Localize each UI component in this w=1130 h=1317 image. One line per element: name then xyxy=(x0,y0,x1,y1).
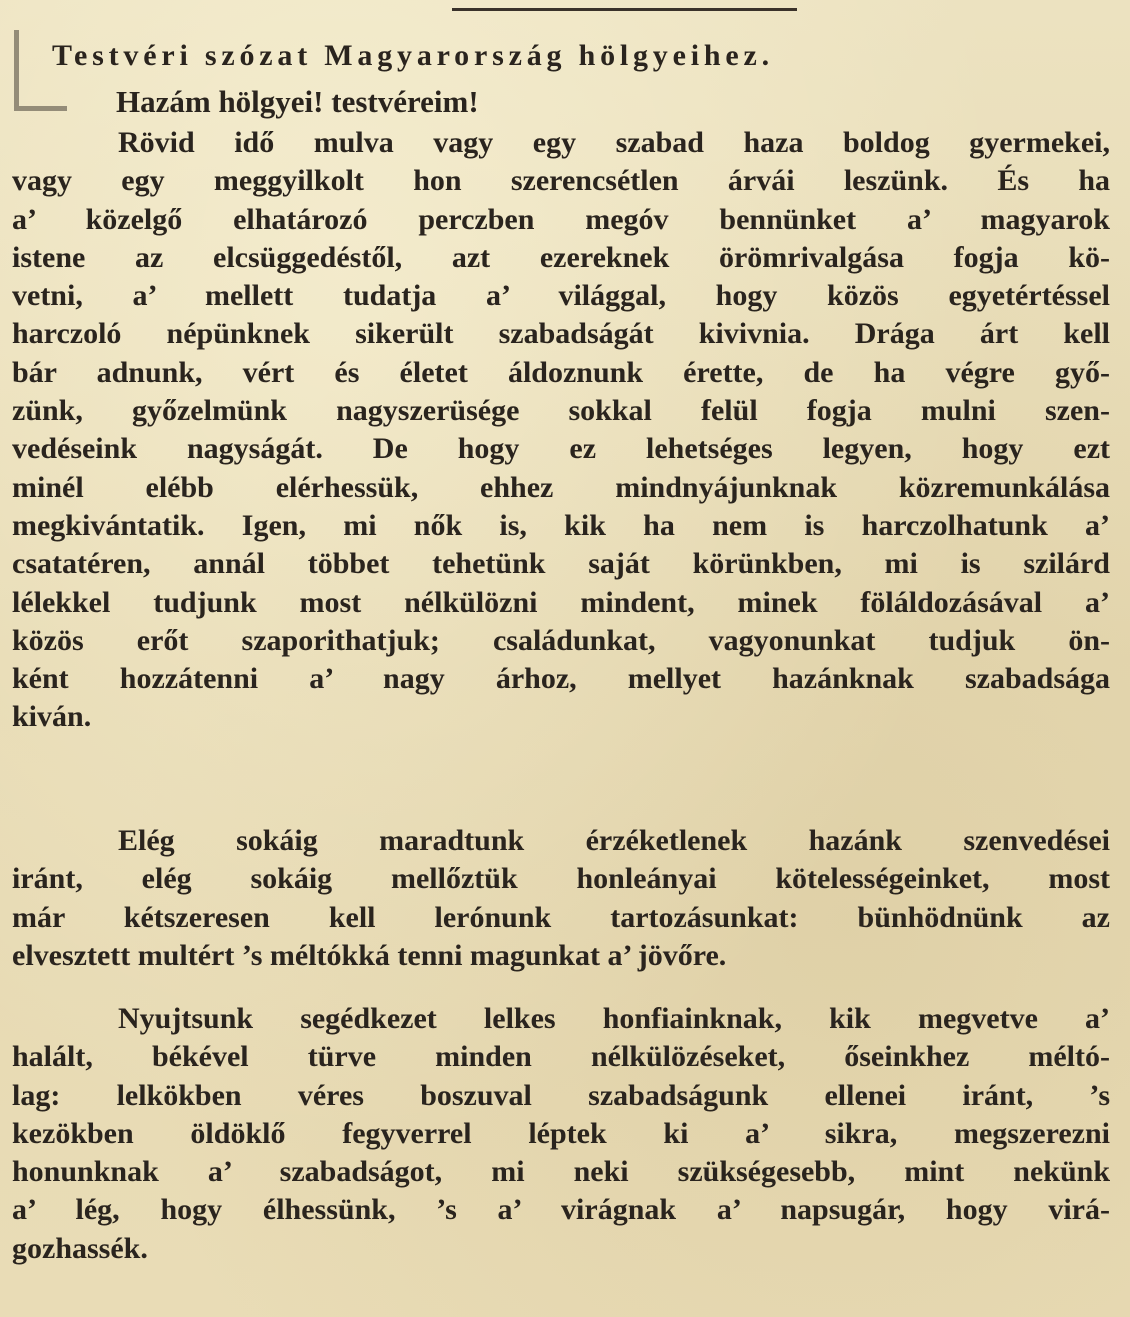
text-line: lélekkel tudjunk most nélkülözni mindent, minek föláldozásával a’ xyxy=(12,585,1110,619)
text-line: Elég sokáig maradtunk érzéketlenek hazánk szenvedései xyxy=(118,824,1110,857)
text-line: honunknak a’ szabadságot, mi neki szükségesebb, mint nekünk xyxy=(12,1155,1110,1189)
paragraph-1 xyxy=(12,124,1110,737)
text-line: kezökben öldöklő fegyverrel léptek ki a’ sikra, megszerezni xyxy=(12,1116,1110,1150)
paragraph-2 xyxy=(12,822,1110,975)
text-line: a’ lég, hogy élhessünk, ’s a’ virágnak a’ napsugár, hogy virá- xyxy=(12,1193,1110,1227)
text-line: csatatéren, annál többet tehetünk saját körünkben, mi is szilárd xyxy=(12,547,1110,581)
text-line: közös erőt szaporithatjuk; családunkat, vagyonunkat tudjuk ön- xyxy=(12,623,1110,657)
text-line: gozhassék. xyxy=(12,1231,148,1265)
text-line: kiván. xyxy=(12,700,92,734)
text-line: iránt, elég sokáig mellőztük honleányai kötelességeinket, most xyxy=(12,862,1110,896)
text-line: zünk, győzelmünk nagyszerüsége sokkal felül fogja mulni szen- xyxy=(12,394,1110,428)
paragraph-3 xyxy=(12,1000,1110,1268)
text-line: istene az elcsüggedéstől, azt ezereknek örömrivalgása fogja kö- xyxy=(12,240,1110,274)
text-line: halált, békével türve minden nélkülözéseket, őseinkhez méltó- xyxy=(12,1040,1110,1074)
text-line: minél elébb elérhessük, ehhez mindnyájunknak közremunkálása xyxy=(12,470,1110,504)
text-line: ként hozzátenni a’ nagy árhoz, mellyet hazánknak szabadsága xyxy=(12,662,1110,696)
text-line: elvesztett multért ’s méltókká tenni magunkat a’ jövőre. xyxy=(12,938,727,972)
salutation: Hazám hölgyei! testvéreim! xyxy=(116,84,479,119)
text-line: lag: lelkökben véres boszuval szabadságunk ellenei iránt, ’s xyxy=(12,1078,1110,1112)
text-line: Nyujtsunk segédkezet lelkes honfiainknak, kik megvetve a’ xyxy=(118,1002,1110,1035)
text-line: megkivántatik. Igen, mi nők is, kik ha nem is harczolhatunk a’ xyxy=(12,508,1110,542)
text-line: a’ közelgő elhatározó perczben megóv bennünket a’ magyarok xyxy=(12,202,1110,236)
text-line: vagy egy meggyilkolt hon szerencsétlen árvái leszünk. És ha xyxy=(12,164,1110,198)
text-line: Rövid idő mulva vagy egy szabad haza boldog gyermekei, xyxy=(118,126,1110,159)
article-title: Testvéri szózat Magyarország hölgyeihez. xyxy=(52,39,774,72)
text-line: vedéseink nagyságát. De hogy ez lehetséges legyen, hogy ezt xyxy=(12,432,1110,466)
text-line: már kétszeresen kell lerónunk tartozásunkat: bünhödnünk az xyxy=(12,900,1110,934)
text-line: bár adnunk, vért és életet áldoznunk érette, de ha végre győ- xyxy=(12,355,1110,389)
text-line: harczoló népünknek sikerült szabadságát kivivnia. Drága árt kell xyxy=(12,317,1110,351)
text-line: vetni, a’ mellett tudatja a’ világgal, hogy közös egyetértéssel xyxy=(12,279,1110,313)
